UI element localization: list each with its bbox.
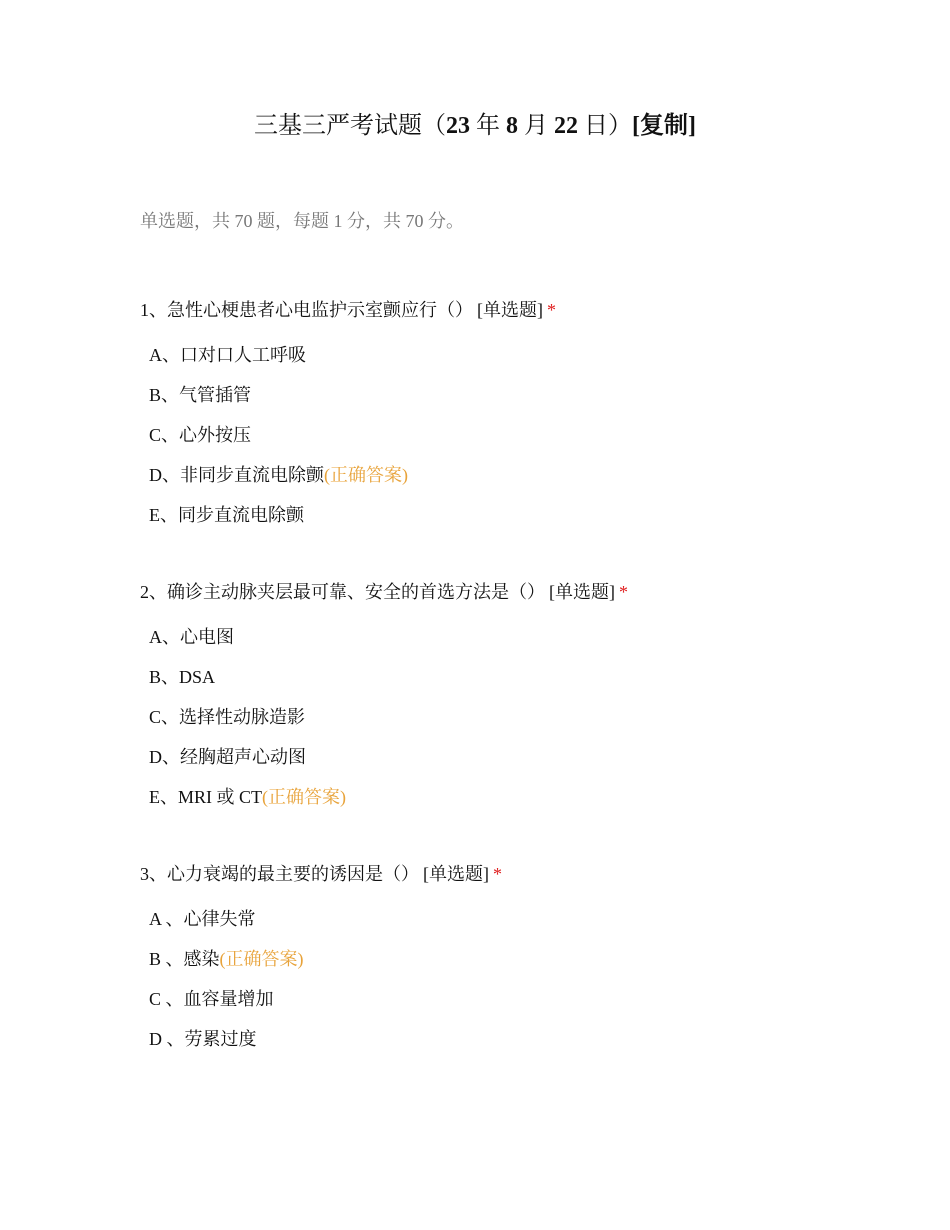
option-list (140, 624, 840, 810)
title-year-unit: 年 (470, 113, 506, 139)
option-c[interactable] (140, 704, 840, 730)
question-stem (140, 296, 840, 324)
option-list (140, 342, 840, 528)
option-a[interactable] (140, 342, 840, 368)
option-text: B、气管插管 (149, 385, 252, 405)
question-1 (140, 296, 840, 542)
question-text: 3、心力衰竭的最主要的诱因是（） (140, 864, 419, 884)
correct-answer-tag: (正确答案) (262, 787, 347, 807)
question-type-label: [单选题] (477, 300, 543, 320)
option-text: E、同步直流电除颤 (149, 505, 304, 525)
option-text: D 、劳累过度 (149, 1029, 257, 1049)
question-text: 2、确诊主动脉夹层最可靠、安全的首选方法是（） (140, 582, 545, 602)
question-type-label: [单选题] (423, 864, 489, 884)
page-title (0, 108, 950, 144)
option-b[interactable] (140, 382, 840, 408)
required-marker: * (619, 582, 628, 602)
question-2 (140, 578, 840, 824)
option-list (140, 906, 840, 1052)
option-d[interactable] (140, 462, 840, 488)
question-3 (140, 860, 840, 1066)
title-prefix: 三基三严考试题（ (254, 113, 446, 139)
option-c[interactable] (140, 986, 840, 1012)
option-text: C 、血容量增加 (149, 989, 274, 1009)
title-month: 8 (506, 113, 518, 139)
question-text: 1、急性心梗患者心电监护示室颤应行（） (140, 300, 473, 320)
option-text: D、非同步直流电除颤 (149, 465, 324, 485)
title-day: 22 (554, 113, 578, 139)
question-stem (140, 860, 840, 888)
option-text: C、选择性动脉造影 (149, 707, 306, 727)
option-text: B、DSA (149, 667, 216, 687)
correct-answer-tag: (正确答案) (324, 465, 408, 485)
option-b[interactable] (140, 946, 840, 972)
title-year: 23 (446, 113, 470, 139)
copy-link[interactable]: [复制] (632, 113, 696, 139)
option-e[interactable] (140, 784, 840, 810)
exam-summary: 单选题，共 70 题，每题 1 分，共 70 分。 (140, 211, 464, 231)
question-type-label: [单选题] (549, 582, 615, 602)
correct-answer-tag: (正确答案) (219, 949, 304, 969)
option-b[interactable] (140, 664, 840, 690)
title-month-unit: 月 (518, 113, 554, 139)
option-text: C、心外按压 (149, 425, 252, 445)
option-text: B 、感染 (149, 949, 220, 969)
option-a[interactable] (140, 624, 840, 650)
option-e[interactable] (140, 502, 840, 528)
option-text: E、MRI 或 CT (149, 787, 263, 807)
question-stem (140, 578, 840, 606)
required-marker: * (547, 300, 556, 320)
option-c[interactable] (140, 422, 840, 448)
option-text: D、经胸超声心动图 (149, 747, 306, 767)
option-d[interactable] (140, 1026, 840, 1052)
option-text: A 、心律失常 (149, 909, 256, 929)
required-marker: * (493, 864, 502, 884)
option-text: A、心电图 (149, 627, 234, 647)
title-day-unit: 日） (578, 113, 632, 139)
option-a[interactable] (140, 906, 840, 932)
option-d[interactable] (140, 744, 840, 770)
option-text: A、口对口人工呼吸 (149, 345, 306, 365)
